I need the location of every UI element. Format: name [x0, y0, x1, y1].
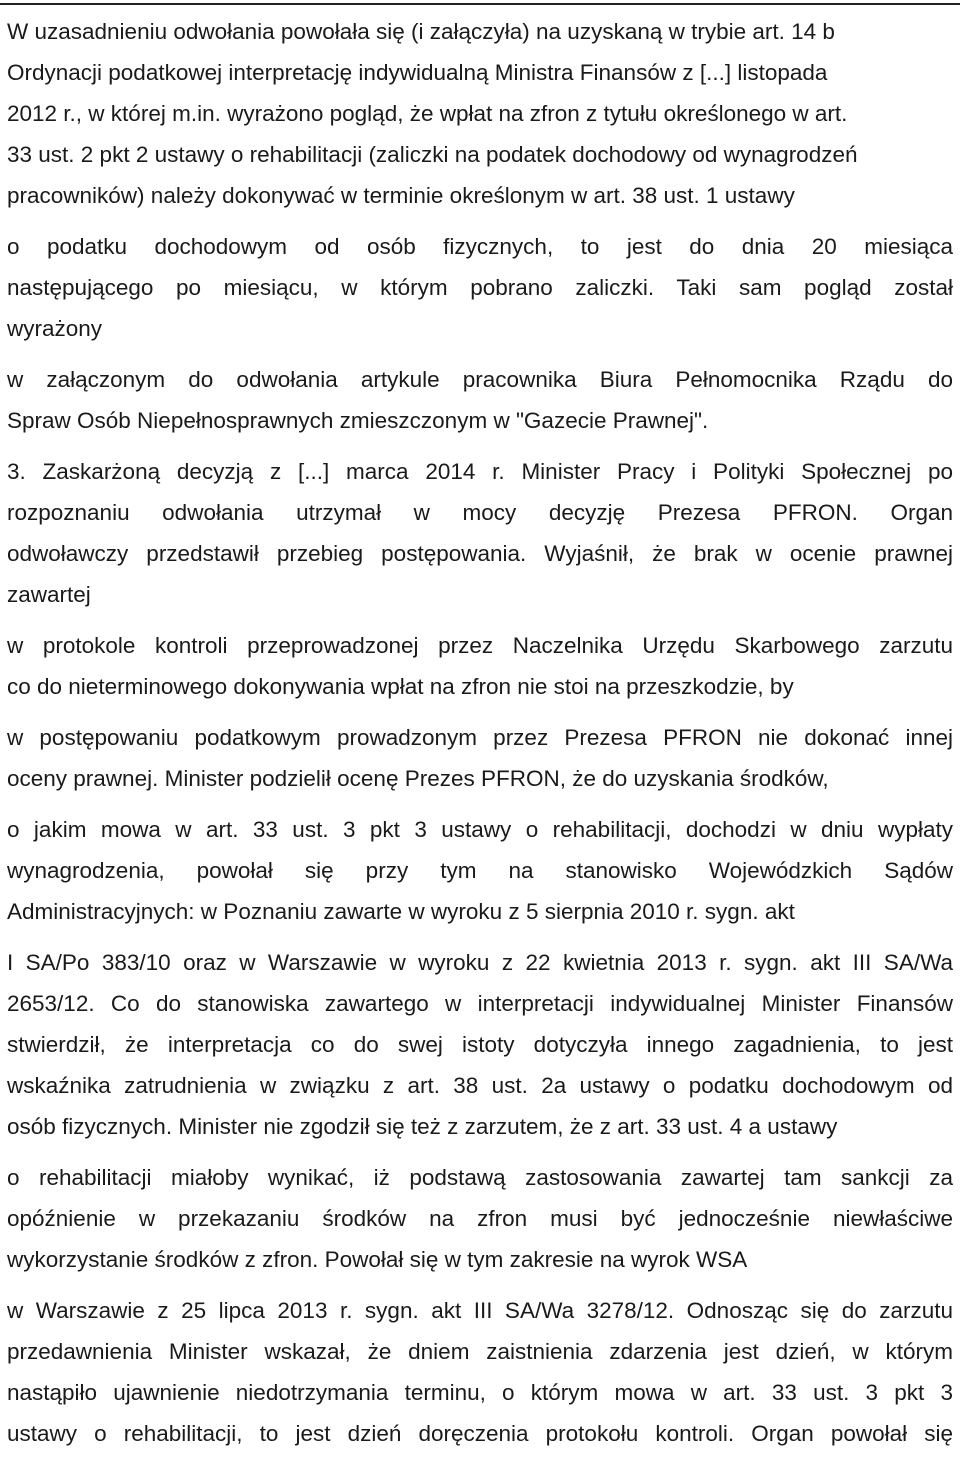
text-line: opóźnienie w przekazaniu środków na zfron musi być jednocześnie niewłaściwe	[7, 1206, 953, 1231]
text-line: w Warszawie z 25 lipca 2013 r. sygn. akt III SA/Wa 3278/12. Odnosząc się do zarzutu	[7, 1298, 953, 1323]
text-line: co do nieterminowego dokonywania wpłat na zfron nie stoi na przeszkodzie, by	[7, 674, 794, 699]
text-line: w protokole kontroli przeprowadzonej przez Naczelnika Urzędu Skarbowego zarzutu	[7, 633, 953, 658]
text-line: oceny prawnej. Minister podzielił ocenę Prezes PFRON, że do uzyskania środków,	[7, 766, 829, 791]
text-line: nastąpiło ujawnienie niedotrzymania terminu, o którym mowa w art. 33 ust. 3 pkt 3	[7, 1380, 953, 1405]
text-line: w załączonym do odwołania artykule pracownika Biura Pełnomocnika Rządu do	[7, 367, 953, 392]
text-line: pracowników) należy dokonywać w terminie określonym w art. 38 ust. 1 ustawy	[7, 183, 795, 208]
text-line: odwoławczy przedstawił przebieg postępowania. Wyjaśnił, że brak w ocenie prawnej	[7, 541, 953, 566]
top-divider	[0, 3, 960, 5]
text-line: wynagrodzenia, powołał się przy tym na stanowisko Wojewódzkich Sądów	[7, 858, 953, 883]
text-line: I SA/Po 383/10 oraz w Warszawie w wyroku z 22 kwietnia 2013 r. sygn. akt III SA/Wa	[7, 950, 953, 975]
text-line: wykorzystanie środków z zfron. Powołał się w tym zakresie na wyrok WSA	[7, 1247, 748, 1272]
text-line: wyrażony	[7, 316, 103, 341]
text-line: przedawnienia Minister wskazał, że dniem zaistnienia zdarzenia jest dzień, w którym	[7, 1339, 953, 1364]
text-line: Spraw Osób Niepełnosprawnych zmieszczonym w "Gazecie Prawnej".	[7, 408, 709, 433]
text-line: W uzasadnieniu odwołania powołała się (i załączyła) na uzyskaną w trybie art. 14 b	[7, 19, 835, 44]
text-line: ustawy o rehabilitacji, to jest dzień doręczenia protokołu kontroli. Organ powołał się	[7, 1421, 953, 1446]
text-line: o jakim mowa w art. 33 ust. 3 pkt 3 ustawy o rehabilitacji, dochodzi w dniu wypłaty	[7, 817, 953, 842]
text-line: o rehabilitacji miałoby wynikać, iż podstawą zastosowania zawartej tam sankcji za	[7, 1165, 953, 1190]
text-line: w postępowaniu podatkowym prowadzonym przez Prezesa PFRON nie dokonać innej	[7, 725, 953, 750]
text-line: Administracyjnych: w Poznaniu zawarte w wyroku z 5 sierpnia 2010 r. sygn. akt	[7, 899, 795, 924]
text-line: 33 ust. 2 pkt 2 ustawy o rehabilitacji (zaliczki na podatek dochodowy od wynagrodzeń	[7, 142, 858, 167]
text-line: osób fizycznych. Minister nie zgodził się też z zarzutem, że z art. 33 ust. 4 a ustawy	[7, 1114, 838, 1139]
text-line: 2012 r., w której m.in. wyrażono pogląd, że wpłat na zfron z tytułu określonego w art.	[7, 101, 848, 126]
text-line: Ordynacji podatkowej interpretację indywidualną Ministra Finansów z [...] listopada	[7, 60, 828, 85]
text-line: następującego po miesiącu, w którym pobrano zaliczki. Taki sam pogląd został	[7, 275, 953, 300]
text-line: 2653/12. Co do stanowiska zawartego w interpretacji indywidualnej Minister Finansów	[7, 991, 953, 1016]
text-line: wskaźnika zatrudnienia w związku z art. 38 ust. 2a ustawy o podatku dochodowym od	[7, 1073, 953, 1098]
text-line: rozpoznaniu odwołania utrzymał w mocy decyzję Prezesa PFRON. Organ	[7, 500, 953, 525]
text-line: o podatku dochodowym od osób fizycznych, to jest do dnia 20 miesiąca	[7, 234, 953, 259]
text-line: zawartej	[7, 582, 91, 607]
text-line: stwierdził, że interpretacja co do swej istoty dotyczyła innego zagadnienia, to jest	[7, 1032, 953, 1057]
text-line: 3. Zaskarżoną decyzją z [...] marca 2014 r. Minister Pracy i Polityki Społecznej po	[7, 459, 953, 484]
